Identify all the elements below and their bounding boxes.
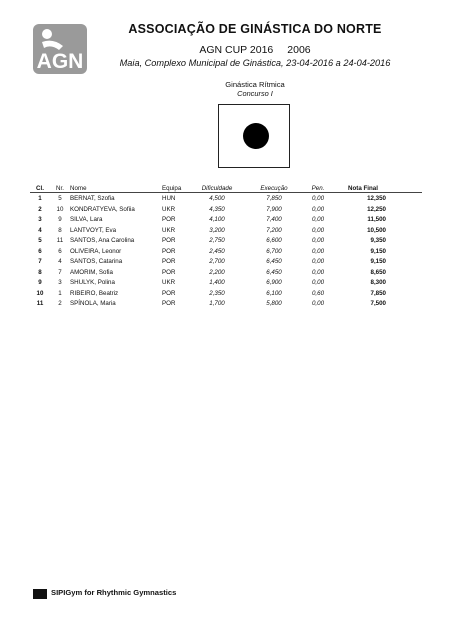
cell-nr: 8 [58, 226, 62, 234]
contest-label: Concurso I [237, 89, 273, 98]
cell-team: POR [162, 300, 176, 307]
cell-name: SILVA, Lara [70, 216, 103, 223]
apparatus-box [218, 104, 290, 168]
col-header-name: Nome [70, 185, 87, 192]
cell-final: 11,500 [367, 216, 386, 223]
cell-nr: 1 [58, 289, 62, 297]
cell-team: POR [162, 247, 176, 255]
results-table [30, 184, 422, 309]
cell-final: 9,150 [370, 258, 386, 265]
col-header-cl: Cl. [36, 185, 44, 192]
cell-dif: 2,750 [209, 237, 225, 244]
cell-exe: 7,400 [266, 216, 282, 223]
col-header-exe: Execução [260, 185, 288, 192]
col-header-dif: Dificuldade [201, 185, 233, 192]
cell-cl: 4 [38, 226, 42, 234]
cell-dif: 2,350 [209, 289, 225, 297]
cell-exe: 7,200 [266, 226, 282, 234]
col-header-team: Equipa [162, 185, 182, 192]
cell-pen: 0,00 [311, 258, 325, 265]
table-row [30, 256, 422, 267]
cell-cl: 3 [38, 216, 42, 223]
cell-nr: 9 [58, 216, 62, 223]
cell-team: HUN [162, 195, 176, 202]
table-row [30, 193, 422, 204]
cell-exe: 6,700 [266, 247, 282, 255]
cell-final: 8,650 [370, 268, 386, 276]
col-header-nr: Nr. [56, 185, 64, 192]
cell-exe: 6,100 [266, 289, 282, 297]
cell-exe: 5,800 [266, 300, 282, 307]
cell-name: SANTOS, Ana Carolina [70, 237, 135, 244]
cell-nr: 2 [58, 300, 62, 307]
cell-exe: 7,850 [266, 195, 282, 202]
table-row [30, 214, 422, 225]
cell-name: BERNAT, Szofia [70, 195, 115, 202]
cell-cl: 9 [38, 279, 42, 286]
cell-team: UKR [162, 226, 176, 234]
cell-cl: 8 [38, 268, 42, 276]
col-header-final: Nota Final [348, 185, 378, 192]
cell-name: SANTOS, Catarina [70, 258, 123, 265]
table-row [30, 225, 422, 236]
cell-cl: 5 [38, 237, 42, 244]
cell-dif: 4,500 [209, 195, 225, 202]
cell-pen: 0,60 [311, 289, 325, 297]
cell-pen: 0,00 [311, 300, 325, 307]
cell-dif: 1,400 [209, 279, 225, 286]
cell-team: POR [162, 289, 176, 297]
cell-cl: 1 [38, 195, 42, 202]
cell-name: LANTVOYT, Eva [70, 226, 117, 234]
table-row [30, 277, 422, 288]
cell-cl: 10 [36, 289, 44, 297]
cell-team: UKR [162, 279, 176, 286]
cell-team: UKR [162, 205, 176, 213]
competition-name: AGN CUP 2016 [199, 44, 274, 56]
cell-dif: 2,700 [209, 258, 225, 265]
cell-pen: 0,00 [311, 195, 325, 202]
cell-nr: 5 [58, 195, 62, 202]
cell-pen: 0,00 [311, 216, 325, 223]
cell-pen: 0,00 [311, 247, 325, 255]
cell-final: 9,350 [370, 237, 386, 244]
cell-dif: 2,450 [209, 247, 225, 255]
table-row [30, 298, 422, 309]
cell-dif: 3,200 [209, 226, 225, 234]
logo-text: AGN [36, 50, 84, 73]
cell-team: POR [162, 258, 176, 265]
footer-text: SIPIGym for Rhythmic Gymnastics [51, 588, 177, 597]
table-row [30, 235, 422, 246]
competition-heading [95, 44, 415, 56]
cell-final: 9,150 [370, 247, 386, 255]
cell-nr: 7 [58, 268, 62, 276]
table-row [30, 288, 422, 299]
cell-team: POR [162, 268, 176, 276]
cell-exe: 6,450 [266, 268, 282, 276]
discipline-label: Ginástica Rítmica [225, 80, 285, 89]
page-title: ASSOCIAÇÃO DE GINÁSTICA DO NORTE [128, 22, 382, 36]
birth-year: 2006 [287, 44, 311, 56]
cell-nr: 4 [58, 258, 62, 265]
cell-dif: 1,700 [209, 300, 225, 307]
cell-final: 10,500 [367, 226, 386, 234]
cell-name: RIBEIRO, Beatriz [70, 289, 119, 297]
cell-cl: 11 [36, 300, 44, 307]
cell-name: SHULYK, Polina [70, 279, 115, 286]
cell-name: AMORIM, Sofia [70, 268, 113, 276]
cell-final: 7,500 [370, 300, 386, 307]
cell-exe: 6,600 [266, 237, 282, 244]
cell-team: POR [162, 237, 176, 244]
cell-dif: 4,350 [209, 205, 225, 213]
cell-exe: 6,450 [266, 258, 282, 265]
col-header-pen: Pen. [311, 185, 325, 192]
cell-pen: 0,00 [311, 268, 325, 276]
cell-name: OLIVEIRA, Leonor [70, 247, 122, 255]
cell-pen: 0,00 [311, 226, 325, 234]
cell-final: 12,350 [367, 195, 386, 202]
cell-name: KONDRATYEVA, Sofiia [70, 205, 135, 213]
cell-dif: 2,200 [209, 268, 225, 276]
cell-final: 7,850 [370, 289, 386, 297]
cell-pen: 0,00 [311, 237, 325, 244]
cell-nr: 10 [56, 205, 64, 213]
sipigym-logo-icon [33, 589, 47, 599]
cell-cl: 7 [38, 258, 42, 265]
cell-name: SPÍNOLA, Maria [70, 300, 116, 307]
competition-location: Maia, Complexo Municipal de Ginástica, 23-04-2016 a 24-04-2016 [119, 58, 391, 68]
cell-exe: 6,900 [266, 279, 282, 286]
table-row [30, 267, 422, 278]
cell-cl: 6 [38, 247, 42, 255]
cell-exe: 7,900 [266, 205, 282, 213]
cell-final: 8,300 [370, 279, 386, 286]
cell-cl: 2 [38, 205, 42, 213]
table-row [30, 204, 422, 215]
cell-pen: 0,00 [311, 205, 325, 213]
ball-apparatus-icon [243, 123, 269, 149]
cell-dif: 4,100 [209, 216, 225, 223]
cell-pen: 0,00 [311, 279, 325, 286]
table-header [30, 184, 422, 193]
table-row [30, 246, 422, 257]
cell-nr: 11 [56, 237, 64, 244]
cell-final: 12,250 [367, 205, 386, 213]
cell-nr: 6 [58, 247, 62, 255]
cell-nr: 3 [58, 279, 62, 286]
cell-team: POR [162, 216, 176, 223]
